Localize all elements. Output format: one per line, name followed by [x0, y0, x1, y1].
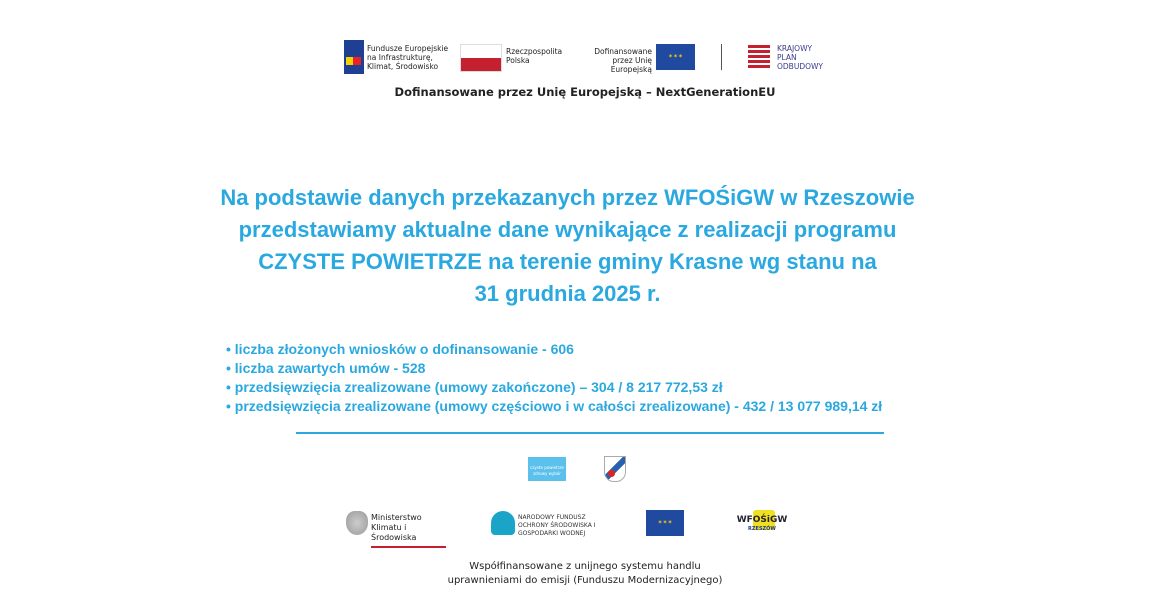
divider	[296, 432, 884, 434]
headline-line: 31 grudnia 2025 r.	[474, 281, 661, 306]
fe-logo-icon	[344, 40, 364, 74]
stats-list	[226, 340, 882, 416]
list-item: • liczba złożonych wniosków o dofinansowanie - 606	[226, 340, 882, 359]
rp-logo-text: Rzeczpospolita Polska	[506, 47, 563, 65]
list-item: • liczba zawartych umów - 528	[226, 359, 882, 378]
krasne-coat-of-arms-icon	[604, 456, 626, 482]
cp-logo-text: czyste powietrze zdrowy wybór	[530, 465, 564, 476]
polish-eagle-icon	[346, 511, 368, 535]
wfos-city-text: RZESZÓW	[748, 526, 776, 532]
nfos-logo-icon	[491, 511, 515, 535]
czyste-powietrze-logo-icon	[528, 457, 566, 481]
divider	[721, 44, 722, 70]
cofinancing-caption: Współfinansowane z unijnego systemu handlu	[469, 561, 701, 572]
kpo-logo-icon	[748, 45, 770, 70]
fe-logo-text: Fundusze Europejskie na Infrastrukturę, Klimat, Środowisko	[367, 44, 449, 71]
nfos-logo-text: NARODOWY FUNDUSZ OCHRONY ŚRODOWISKA I GOSPODARKI WODNEJ	[518, 514, 596, 537]
funding-caption: Dofinansowane przez Unię Europejską – NextGenerationEU	[394, 85, 776, 99]
headline-line: CZYSTE POWIETRZE na terenie gminy Krasne wg stanu na	[258, 249, 877, 274]
polish-flag-icon	[460, 44, 502, 72]
eu-flag-icon: ✶✶✶	[656, 44, 695, 70]
headline-line: przedstawiamy aktualne dane wynikające z realizacji programu	[238, 217, 897, 242]
headline	[0, 182, 1135, 310]
mkis-logo-text: Ministerstwo Klimatu i Środowiska	[371, 513, 446, 548]
wfos-logo-text: WFOŚiGW	[736, 515, 788, 525]
list-item: • przedsięwzięcia zrealizowane (umowy zakończone) – 304 / 8 217 772,53 zł	[226, 378, 882, 397]
kpo-logo-text: KRAJOWY PLAN ODBUDOWY	[777, 44, 823, 71]
list-item: • przedsięwzięcia zrealizowane (umowy częściowo i w całości zrealizowane) - 432 / 13 077 989,14 zł	[226, 397, 882, 416]
cofinancing-caption: uprawnieniami do emisji (Funduszu Modernizacyjnego)	[447, 575, 723, 586]
headline-line: Na podstawie danych przekazanych przez WFOŚiGW w Rzeszowie	[220, 185, 915, 210]
eu-flag-icon: ✶✶✶	[646, 510, 684, 536]
eu-funding-text: Dofinansowane przez Unię Europejską	[594, 47, 652, 74]
wfos-logo	[733, 510, 791, 536]
